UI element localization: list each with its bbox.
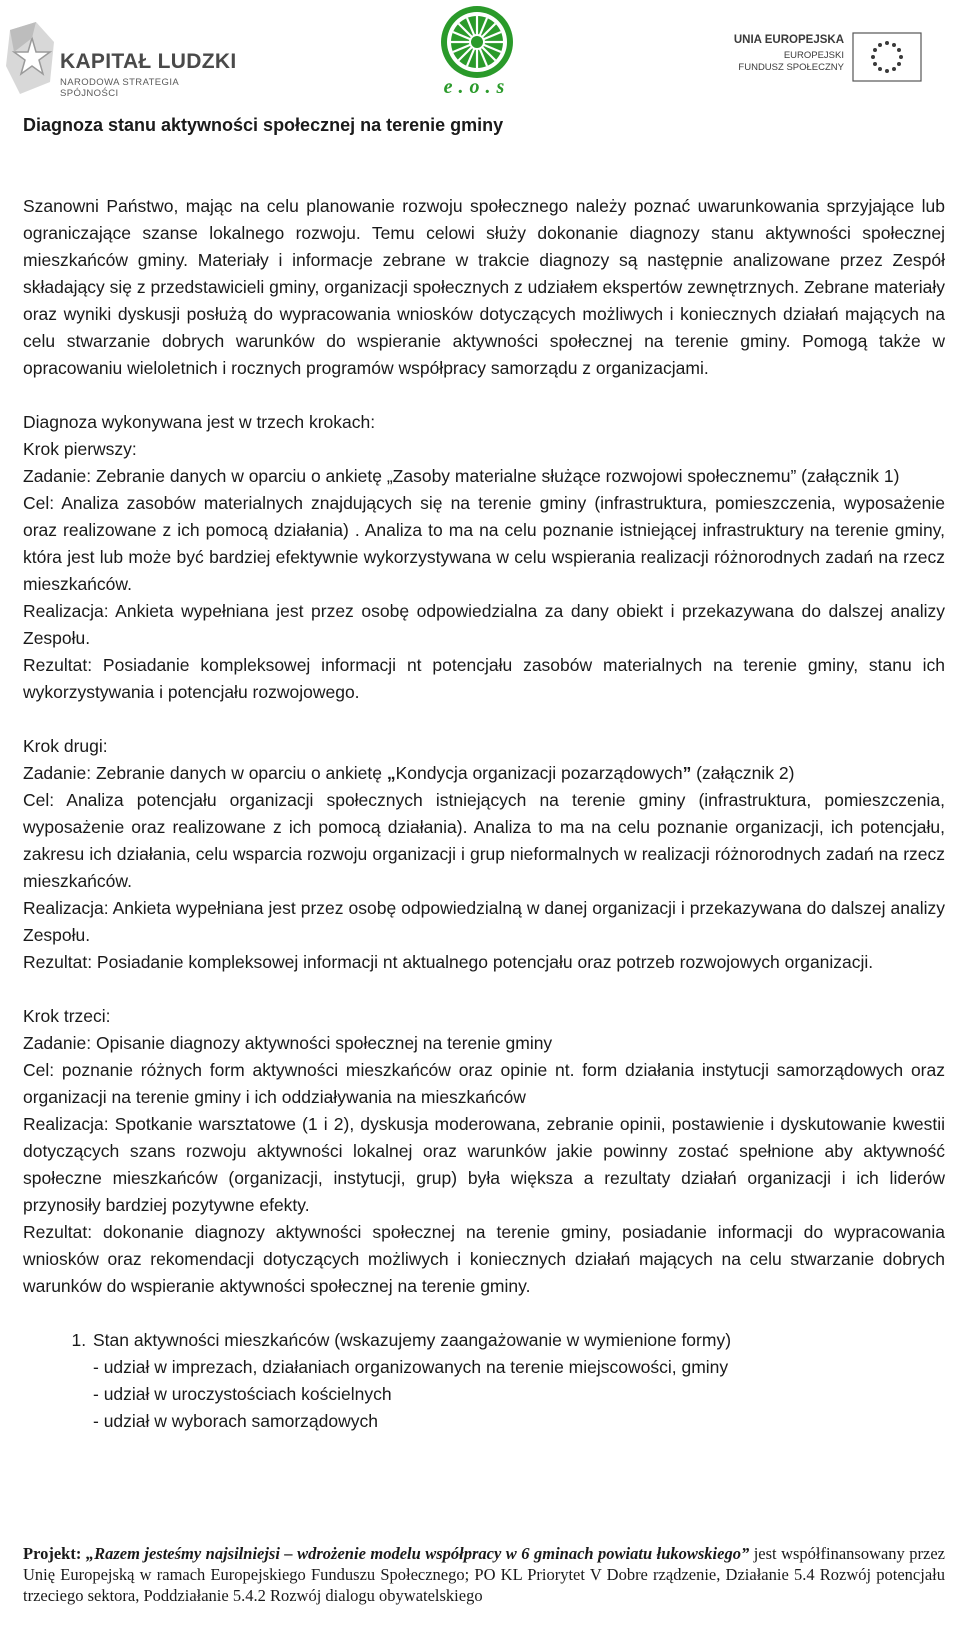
step2-heading: Krok drugi: — [23, 736, 108, 756]
step2-result: Rezultat: Posiadanie kompleksowej informacji nt aktualnego potencjału oraz potrzeb rozwojowych organizacji. — [23, 952, 874, 972]
eu-logo — [733, 24, 954, 84]
step3-goal: Cel: poznanie różnych form aktywności mieszkańców oraz opinie nt. form działania instytucji samorządowych oraz organizacji na terenie gminy i ich oddziaływania na mieszkańców — [23, 1060, 945, 1107]
step2-implementation: Realizacja: Ankieta wypełniana jest przez osobę odpowiedzialną w danej organizacji i przekazywana do dalszej analizy Zespołu. — [23, 898, 945, 945]
step2-task-suffix: (załącznik 2) — [691, 763, 795, 783]
spacer — [23, 1300, 945, 1327]
steps-intro: Diagnoza wykonywana jest w trzech krokach: — [23, 412, 376, 432]
list-subitem: - udział w imprezach, działaniach organizowanych na terenie miejscowości, gminy — [93, 1357, 729, 1377]
step1-implementation: Realizacja: Ankieta wypełniana jest przez osobę odpowiedzialna za dany obiekt i przekazywana do dalszej analizy Zespołu. — [23, 601, 945, 648]
eu-logo-line3: FUNDUSZ SPOŁECZNY — [738, 62, 844, 73]
intro-paragraph: Szanowni Państwo, mając na celu planowanie rozwoju społecznego należy poznać uwarunkowania sprzyjające lub ograniczające szanse lokalnego rozwoju. Temu celowi służy dokonanie diagnozy stanu aktywności społecznej mieszkańców gminy. Materiały i informacje zebrane w trakcie diagnozy są następnie analizowane przez Zespół składający się z przedstawicieli gminy, organizacji społecznych z udziałem ekspertów zewnętrznych. Zebrane materiały oraz wyniki dyskusji posłużą do wypracowania wniosków dotyczących możliwych i koniecznych działań mających na celu stwarzanie dobrych warunków do wspieranie aktywności społecznej na terenie gminy. Pomogą także w opracowaniu wieloletnich i rocznych programów współpracy samorządu z organizacjami. — [23, 196, 945, 378]
eu-flag-icon — [852, 32, 922, 82]
step2-task-title: Kondycja organizacji pozarządowych — [395, 763, 683, 783]
document-title: Diagnoza stanu aktywności społecznej na terenie gminy — [23, 115, 504, 135]
step2-task-prefix: Zadanie: Zebranie danych w oparciu o ankietę — [23, 763, 387, 783]
eos-wheel-icon — [436, 2, 518, 82]
kapital-ludzki-star-icon — [6, 22, 58, 96]
footer-text: jest współfinansowany przez Unię Europejską w ramach Europejskiego Funduszu Społecznego; PO KL Priorytet V Dobre rządzenie, Działanie 5.4 Rozwój potencjału trzeciego sektora, Poddziałanie 5.4.2 Rozwój dialogu obywatelskiego — [23, 1544, 945, 1605]
eu-logo-line2: EUROPEJSKI — [783, 50, 844, 61]
project-footer — [23, 1543, 945, 1606]
spacer — [23, 706, 945, 733]
spacer — [23, 166, 945, 193]
spacer — [23, 382, 945, 409]
step1-goal: Cel: Analiza zasobów materialnych znajdujących się na terenie gminy (infrastruktura, pomieszczenia, wyposażenie oraz realizowane z ich pomocą działania) . Analiza to ma na celu poznanie istniejącej infrastruktury na terenie gminy, która jest lub może być bardziej efektywnie wykorzystywana w celu wspierania realizacji różnorodnych zadań na rzecz mieszkańców. — [23, 493, 945, 594]
step1-result: Rezultat: Posiadanie kompleksowej informacji nt potencjału zasobów materialnych na terenie gminy, stanu ich wykorzystywania i potencjału rozwojowego. — [23, 655, 945, 702]
list-item: 1. Stan aktywności mieszkańców (wskazujemy zaangażowanie w wymienione formy) — [91, 1327, 945, 1354]
footer-label: Projekt: — [23, 1544, 82, 1563]
step2-task-close-quote: ” — [682, 763, 692, 783]
step2-task-open-quote: „ — [386, 763, 396, 783]
list-subitem: - udział w wyborach samorządowych — [93, 1411, 378, 1431]
kapital-ludzki-logo — [6, 22, 238, 102]
step2-task — [23, 760, 945, 787]
step3-task: Zadanie: Opisanie diagnozy aktywności społecznej na terenie gminy — [23, 1033, 553, 1053]
list-subitem: - udział w uroczystościach kościelnych — [93, 1384, 392, 1404]
step3-implementation: Realizacja: Spotkanie warsztatowe (1 i 2), dyskusja moderowana, zebranie opinii, postawienie i dyskutowanie kwestii dotyczących szans rozwoju aktywności lokalnej oraz warunków jakie powinny zostać spełnione aby aktywność społeczne mieszkańców (organizacji, instytucji, grup) była większa a rezultaty działań organizacji i ich liderów przynosiły bardziej pozytywne efekty. — [23, 1114, 945, 1215]
step3-result: Rezultat: dokonanie diagnozy aktywności społecznej na terenie gminy, posiadanie informacji do wypracowania wniosków oraz rekomendacji dotyczących możliwych i koniecznych działań mających na celu stwarzanie dobrych warunków do wspieranie aktywności społecznej na terenie gminy. — [23, 1222, 945, 1296]
numbered-list — [23, 1327, 945, 1354]
kapital-ludzki-subtitle: NARODOWA STRATEGIA SPÓJNOŚCI — [60, 77, 179, 99]
eos-logo-word: e.o.s — [443, 76, 511, 98]
step2-goal: Cel: Analiza potencjału organizacji społecznych istniejących na terenie gminy (infrastruktura, pomieszczenia, wyposażenie oraz realizowane z ich pomocą działania). Analiza to ma na celu poznanie organizacji, ich potencjału, zakresu ich działania, celu wsparcia rozwoju organizacji i grup nieformalnych w realizacji różnorodnych zadań na rzecz mieszkańców. — [23, 790, 945, 891]
document-body — [23, 112, 945, 1435]
eu-logo-line1: UNIA EUROPEJSKA — [733, 34, 844, 46]
footer-project-title: „Razem jesteśmy najsilniejsi – wdrożenie modelu współpracy w 6 gminach powiatu łukowskiego” — [85, 1544, 750, 1563]
spacer — [23, 976, 945, 1003]
kapital-ludzki-title: KAPITAŁ LUDZKI — [60, 50, 237, 73]
eos-logo — [436, 2, 518, 102]
step3-heading: Krok trzeci: — [23, 1006, 111, 1026]
step1-heading: Krok pierwszy: — [23, 439, 137, 459]
step1-task: Zadanie: Zebranie danych w oparciu o ankietę „Zasoby materialne służące rozwojowi społecznemu” (załącznik 1) — [23, 466, 900, 486]
